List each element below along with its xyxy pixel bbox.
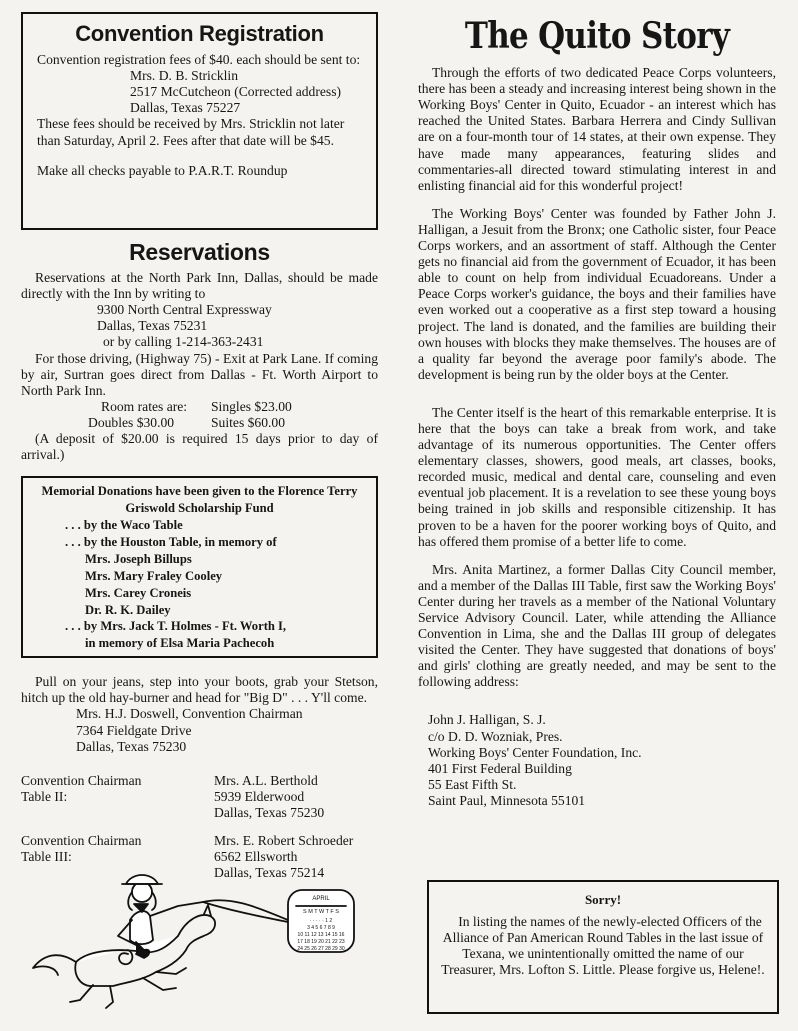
cowgirl-horse-illustration — [18, 850, 358, 1015]
svg-text:3 4 5 6 7 8 9: 3 4 5 6 7 8 9 — [307, 925, 335, 931]
signature-line: 7364 Fieldgate Drive — [76, 722, 192, 738]
sorry-text: In listing the names of the newly-elected Officers of the Alliance of Pan American Round Tables in the last issue of Texana, we unintentionally omitted the name of our Treasurer, Mrs. Lofton S. Little. Please forgive us, Helene!. — [441, 914, 765, 978]
label-line: Convention Chairman — [21, 772, 142, 788]
registration-deadline: These fees should be received by Mrs. Stricklin not later than Saturday, April 2. Fees after that date will be $45. — [37, 116, 345, 148]
svg-text:· · · · · 1 2: · · · · · 1 2 — [309, 918, 333, 924]
memorial-name: Mrs. Joseph Billups — [85, 551, 192, 566]
chairman-label — [21, 773, 214, 821]
deposit-note: (A deposit of $20.00 is required 15 days prior to day of arrival.) — [21, 431, 378, 463]
address-line: Saint Paul, Minnesota 55101 — [428, 792, 586, 808]
address-line: c/o D. D. Wozniak, Pres. — [428, 728, 563, 744]
inn-address — [21, 302, 378, 350]
story-paragraph: The Center itself is the heart of this remarkable enterprise. It is here that the boys can take a break from work, and take advantage of its numerous opportunities. The Center offers elementary classes, showers, good meals, art classes, books, recorded music, medical and dental care, counseling and even eventual job placement. It is a revelation to see these young boys being trained in job skills and responsible citizenship. It has proven to be a haven for the poorer working boys of Quito, and has offered them promise of a better life to come. — [418, 404, 776, 549]
story-paragraph: Through the efforts of two dedicated Peace Corps volunteers, there has been a steady and increasing interest being shown in the Working Boys' Center in Quito, Ecuador - an interest which has reached the United States. Barbara Herrera and Cindy Sullivan are on a four-month tour of 14 states, at their own expense. They have made many appearances, featuring slides and commentaries-all directed toward stimulating interest in and enlisting financial aid for this wonderful project! — [418, 65, 776, 193]
calendar-month: APRIL — [312, 896, 330, 902]
address-line: 55 East Fifth St. — [428, 776, 517, 792]
memorial-line: . . . by the Waco Table — [65, 518, 183, 533]
registration-intro: Convention registration fees of $40. each should be sent to: — [37, 52, 361, 68]
chairman-table-2 — [21, 773, 378, 821]
registration-title: Convention Registration — [75, 21, 324, 46]
reservations-intro: Reservations at the North Park Inn, Dallas, should be made directly with the Inn by writing to — [21, 270, 378, 302]
sorry-box — [427, 880, 779, 1014]
shipping-address — [418, 712, 776, 809]
memorial-name: Dr. R. K. Dailey — [85, 602, 171, 617]
address-line: Mrs. D. B. Stricklin — [130, 68, 238, 84]
label-line: Convention Chairman — [21, 833, 142, 849]
address-line: 2517 McCutcheon (Corrected address) — [130, 84, 342, 100]
memorial-line: in memory of Elsa Maria Pachecoh — [85, 636, 275, 651]
label-line: Table II: — [21, 788, 68, 804]
address-line: Dallas, Texas 75231 — [97, 318, 208, 334]
address-line: Mrs. A.L. Berthold — [214, 772, 318, 788]
travel-directions: For those driving, (Highway 75) - Exit at Park Lane. If coming by air, Surtran goes direct from Dallas - Ft. Worth Airport to North Park Inn. — [21, 350, 378, 398]
svg-text:24 25 26 27 28 29 30: 24 25 26 27 28 29 30 — [297, 946, 345, 952]
memorial-name: Mrs. Carey Croneis — [85, 585, 192, 600]
left-column — [21, 12, 378, 881]
signature-line: Dallas, Texas 75230 — [76, 738, 187, 754]
story-paragraph: The Working Boys' Center was founded by Father John J. Halligan, a Jesuit from the Bronx; one Catholic sister, four Peace Corps workers, and an assortment of staff. Although the Center gets no financial aid from the government of Ecuador, it has been able to count on help from individual Ecuadoreans. Under a Peace Corps worker's guidance, the boys and their families have even worked out a cooperative as a first step toward a housing project. The land is donated, and the families are building their own houses with blocks they make themselves. The houses are of a quality far beyond the average poor family's abode. The development is being run by the older boys at the Center. — [418, 205, 776, 382]
chairman-signature — [21, 706, 378, 754]
story-title: The Quito Story — [464, 15, 730, 57]
story-paragraph: Mrs. Anita Martinez, a former Dallas City Council member, and a member of the Dallas III Table, first saw the Working Boys' Center during her travels as a member of the National Voluntary Service Advisory Council. Later, while attending the Alliance Convention in Lima, she and the Dallas III group of delegates visited the Center. They have suggested that donations of boys' and girls' clothing are greatly needed, and may be sent to the following address: — [418, 561, 776, 690]
rates-label: Room rates are: — [101, 398, 188, 414]
address-line: 401 First Federal Building — [428, 760, 572, 776]
address-line: Dallas, Texas 75214 — [214, 865, 325, 881]
registration-box — [21, 12, 378, 230]
sorry-title: Sorry! — [584, 892, 622, 907]
rate-doubles: Doubles $30.00 — [88, 414, 175, 430]
closing-text: Pull on your jeans, step into your boots, grab your Stetson, hitch up the old hay-burner and head for "Big D" . . . Y'll come. — [21, 674, 378, 706]
svg-text:10 11 12 13 14 15 16: 10 11 12 13 14 15 16 — [297, 932, 345, 938]
rate-suites: Suites $60.00 — [211, 414, 286, 430]
address-line: John J. Halligan, S. J. — [428, 712, 546, 728]
address-line: 5939 Elderwood — [214, 788, 305, 804]
memorial-name: Mrs. Mary Fraley Cooley — [85, 568, 223, 583]
phone-line: or by calling 1-214-363-2431 — [103, 334, 264, 350]
memorial-box — [21, 476, 378, 658]
memorial-heading: Memorial Donations have been given to the Florence Terry Griswold Scholarship Fund — [41, 484, 358, 516]
address-line: Dallas, Texas 75227 — [130, 100, 241, 116]
svg-text:17 18 19 20 21 22 23: 17 18 19 20 21 22 23 — [297, 939, 345, 945]
address-line: 9300 North Central Expressway — [97, 302, 272, 318]
address-line: Working Boys' Center Foundation, Inc. — [428, 744, 642, 760]
registration-checks: Make all checks payable to P.A.R.T. Roundup — [37, 162, 288, 178]
rate-singles: Singles $23.00 — [211, 398, 292, 414]
memorial-line: . . . by the Houston Table, in memory of — [65, 534, 277, 549]
right-column — [418, 14, 776, 809]
address-line: 6562 Ellsworth — [214, 849, 298, 865]
calendar-days: S M T W T F S — [303, 909, 339, 915]
address-line: Dallas, Texas 75230 — [214, 804, 325, 820]
label-line: Table III: — [21, 849, 72, 865]
reservations-title: Reservations — [129, 239, 270, 265]
room-rates — [21, 399, 378, 431]
address-line: Mrs. E. Robert Schroeder — [214, 833, 354, 849]
chairman-address — [214, 773, 324, 821]
memorial-line: . . . by Mrs. Jack T. Holmes - Ft. Worth I, — [65, 619, 287, 634]
registration-address — [37, 68, 362, 116]
signature-line: Mrs. H.J. Doswell, Convention Chairman — [76, 706, 303, 722]
